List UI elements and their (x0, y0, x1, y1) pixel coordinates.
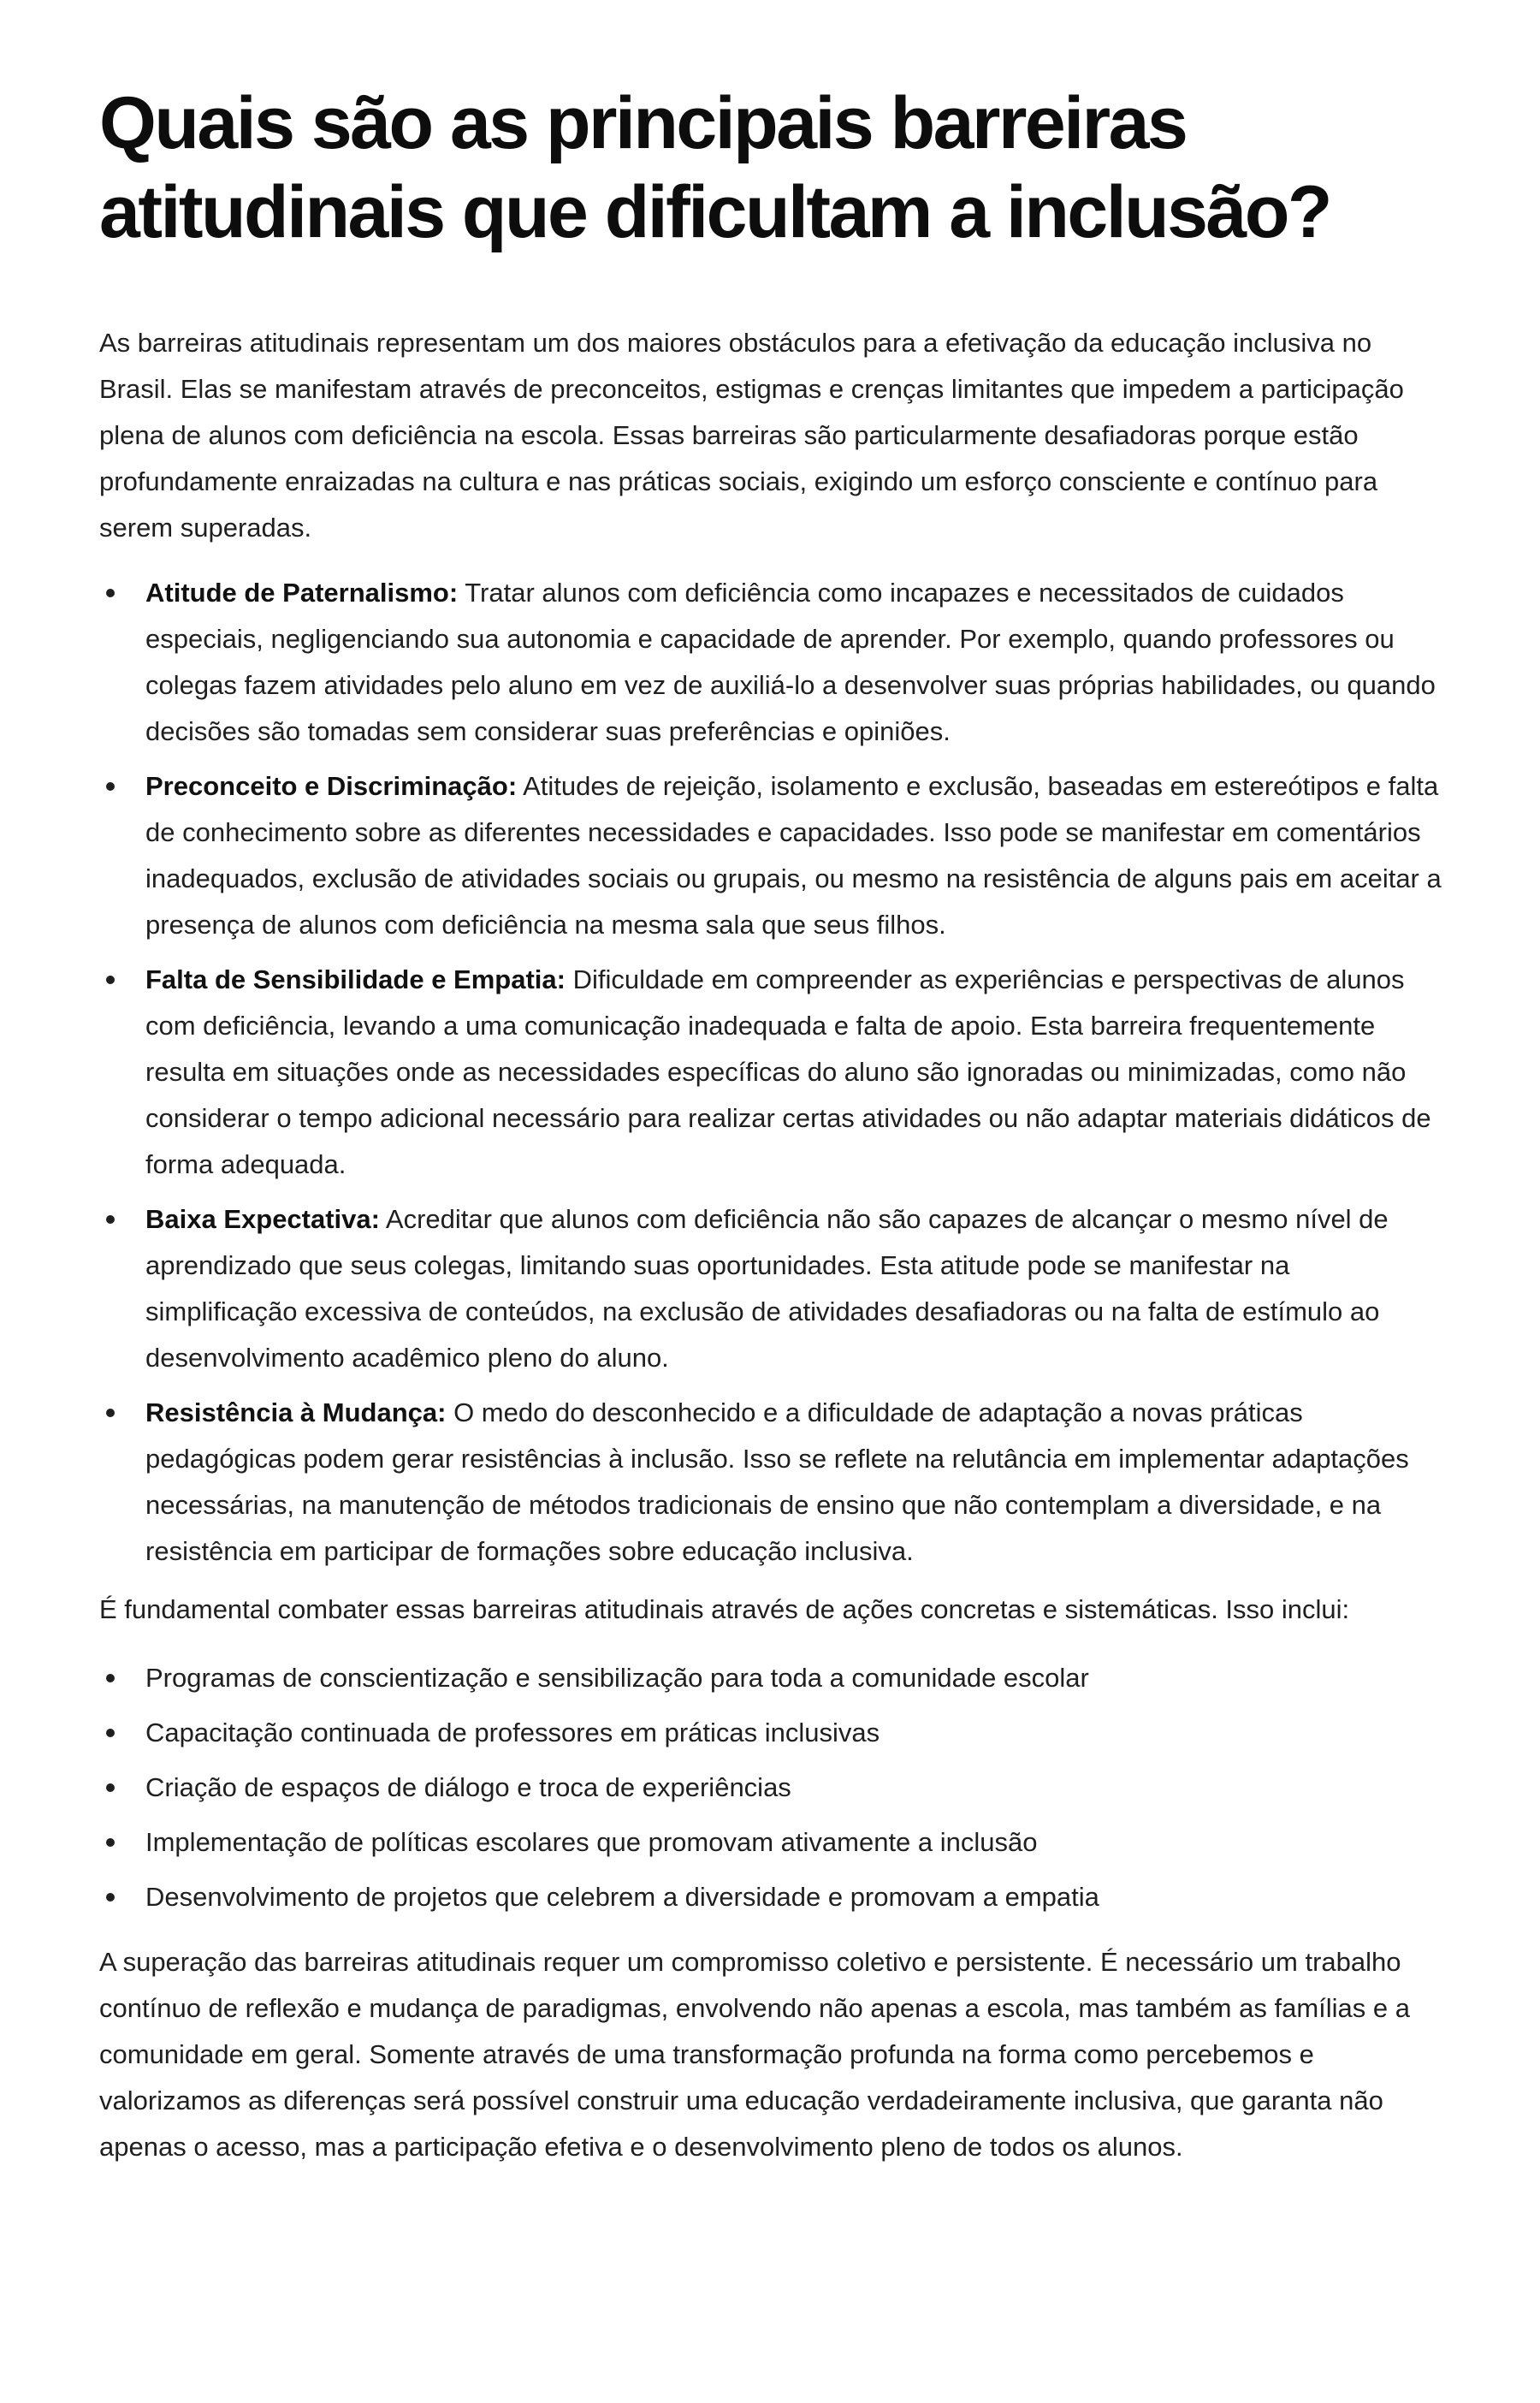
action-text: Criação de espaços de diálogo e troca de experiências (145, 1772, 791, 1802)
barrier-description: Dificuldade em compreender as experiências e perspectivas de alunos com deficiência, levando a uma comunicação inadequada e falta de apoio. Esta barreira frequentemente resulta em situações onde as necessidades específicas do aluno são ignoradas ou minimizadas, como não considerar o tempo adicional necessário para realizar certas atividades ou não adaptar materiais didáticos de forma adequada. (145, 964, 1431, 1179)
list-item (99, 1655, 1444, 1701)
action-text: Capacitação continuada de professores em práticas inclusivas (145, 1718, 880, 1747)
bullet-icon (106, 1674, 115, 1682)
bullet-icon (106, 1783, 115, 1792)
bullet-icon (106, 1215, 115, 1224)
barrier-description: Atitudes de rejeição, isolamento e exclusão, baseadas em estereótipos e falta de conhecimento sobre as diferentes necessidades e capacidades. Isso pode se manifestar em comentários inadequados, exclusão de atividades sociais ou grupais, ou mesmo na resistência de alguns pais em aceitar a presença de alunos com deficiência na mesma sala que seus filhos. (145, 771, 1442, 940)
list-item (99, 1196, 1444, 1381)
list-item (99, 1710, 1444, 1756)
bullet-icon (106, 1409, 115, 1417)
barrier-term: Preconceito e Discriminação: (145, 771, 518, 801)
action-text: Programas de conscientização e sensibilização para toda a comunidade escolar (145, 1663, 1089, 1693)
barrier-term: Resistência à Mudança: (145, 1397, 447, 1427)
list-item (99, 570, 1444, 755)
action-text: Implementação de políticas escolares que promovam ativamente a inclusão (145, 1827, 1038, 1857)
barrier-term: Atitude de Paternalismo: (145, 578, 459, 608)
bullet-icon (106, 1893, 115, 1902)
closing-paragraph: A superação das barreiras atitudinais requer um compromisso coletivo e persistente. É necessário um trabalho contínuo de reflexão e mudança de paradigmas, envolvendo não apenas a escola, mas também as famílias e a comunidade em geral. Somente através de uma transformação profunda na forma como percebemos e valorizamos as diferenças será possível construir uma educação verdadeiramente inclusiva, que garanta não apenas o acesso, mas a participação efetiva e o desenvolvimento pleno de todos os alunos. (99, 1947, 1410, 2162)
barriers-list (99, 570, 1444, 1575)
barrier-term: Falta de Sensibilidade e Empatia: (145, 964, 566, 994)
barrier-description: O medo do desconhecido e a dificuldade de adaptação a novas práticas pedagógicas podem gerar resistências à inclusão. Isso se reflete na relutância em implementar adaptações necessárias, na manutenção de métodos tradicionais de ensino que não contemplam a diversidade, e na resistência em participar de formações sobre educação inclusiva. (145, 1397, 1409, 1566)
bullet-icon (106, 1838, 115, 1847)
bullet-icon (106, 782, 115, 791)
barrier-description: Tratar alunos com deficiência como incapazes e necessitados de cuidados especiais, negligenciando sua autonomia e capacidade de aprender. Por exemplo, quando professores ou colegas fazem atividades pelo aluno em vez de auxiliá-lo a desenvolver suas próprias habilidades, ou quando decisões são tomadas sem considerar suas preferências e opiniões. (145, 578, 1436, 746)
list-item (99, 1819, 1444, 1866)
list-item (99, 763, 1444, 948)
list-item (99, 1874, 1444, 1920)
bullet-icon (106, 1729, 115, 1737)
bullet-icon (106, 589, 115, 597)
action-text: Desenvolvimento de projetos que celebrem a diversidade e promovam a empatia (145, 1882, 1099, 1912)
actions-intro-paragraph: É fundamental combater essas barreiras atitudinais através de ações concretas e sistemáticas. Isso inclui: (99, 1594, 1350, 1624)
barrier-term: Baixa Expectativa: (145, 1204, 380, 1234)
page-title: Quais são as principais barreiras atitudinais que dificultam a inclusão? (99, 82, 1330, 253)
barrier-description: Acreditar que alunos com deficiência não são capazes de alcançar o mesmo nível de aprendizado que seus colegas, limitando suas oportunidades. Esta atitude pode se manifestar na simplificação excessiva de conteúdos, na exclusão de atividades desafiadoras ou na falta de estímulo ao desenvolvimento acadêmico pleno do aluno. (145, 1204, 1389, 1373)
list-item (99, 1765, 1444, 1811)
list-item (99, 957, 1444, 1188)
list-item (99, 1390, 1444, 1575)
intro-paragraph: As barreiras atitudinais representam um dos maiores obstáculos para a efetivação da educação inclusiva no Brasil. Elas se manifestam através de preconceitos, estigmas e crenças limitantes que impedem a participação plena de alunos com deficiência na escola. Essas barreiras são particularmente desafiadoras porque estão profundamente enraizadas na cultura e nas práticas sociais, exigindo um esforço consciente e contínuo para serem superadas. (99, 328, 1404, 543)
actions-list (99, 1655, 1444, 1920)
bullet-icon (106, 976, 115, 984)
